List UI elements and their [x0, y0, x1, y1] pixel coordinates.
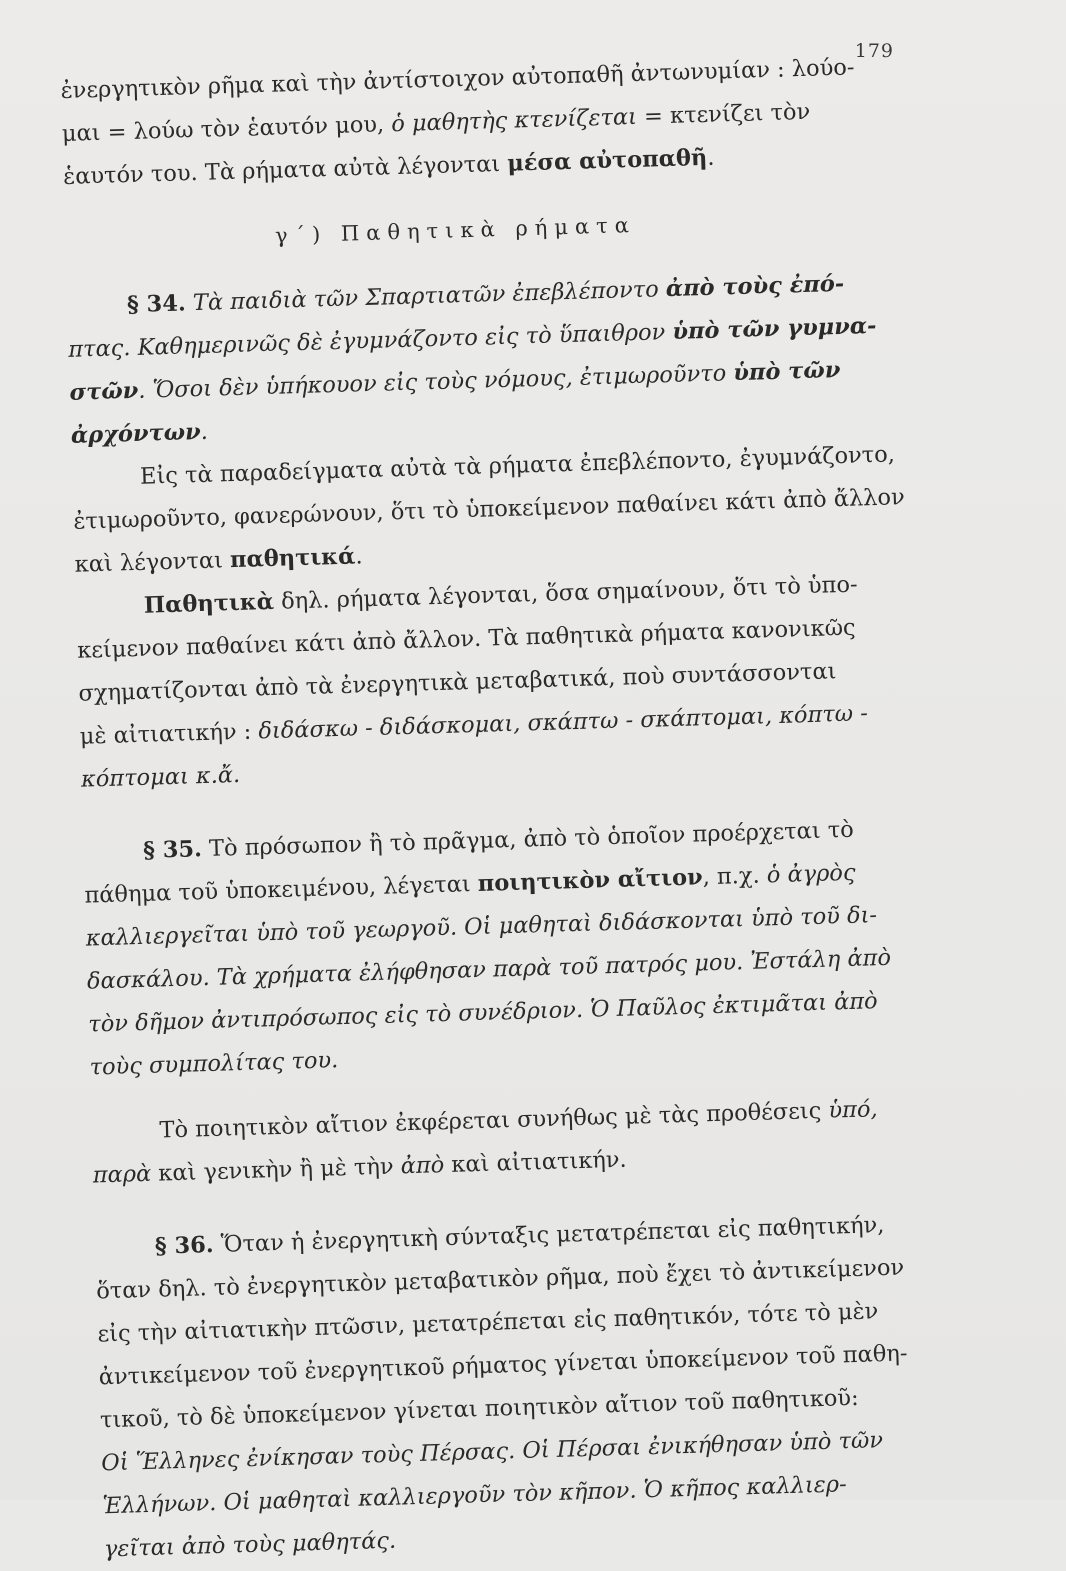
example-italic: γεῖται ἀπὸ τοὺς μαθητάς. [103, 1527, 397, 1563]
term-bold: μέσα αὐτοπαθῆ [506, 144, 708, 177]
example-italic: τὸν δῆμον ἀντιπρόσωπος εἰς τὸ συνέδριον. Ὁ Παῦλος ἐκτιμᾶται ἀπὸ [87, 988, 879, 1038]
example-italic: δασκάλου. Τὰ χρήματα ἐλήφθησαν παρὰ τοῦ πατρός μου. Ἐστάλη ἀπὸ [86, 944, 892, 995]
text: καὶ γενικὴν ἢ μὲ τὴν [150, 1153, 402, 1187]
example-italic: διδάσκω - διδάσκομαι, σκάπτω - σκάπτομαι, κόπτω - [258, 700, 869, 745]
section-number: § 36. [154, 1231, 215, 1260]
text: . [354, 543, 363, 570]
term-bold: παθητικά [229, 543, 356, 574]
text: ἐνεργητικὸν ρῆμα καὶ τὴν ἀντίστοιχον αὐτοπαθῆ ἀντωνυμίαν : λούο- [60, 54, 855, 104]
text: δηλ. ρήματα λέγονται, ὅσα σημαίνουν, ὅτι τὸ ὑπο- [273, 571, 858, 615]
example-italic: ὁ ἀγρὸς [766, 859, 856, 889]
section-number: § 34. [126, 290, 187, 319]
text: πάθημα τοῦ ὑποκειμένου, λέγεται [84, 870, 479, 909]
section-heading: γ΄) Παθητικὰ ρήματα [274, 212, 637, 248]
text: ἐτιμωροῦντο, φανερώνουν, ὅτι τὸ ὑποκείμενον παθαίνει κάτι ἀπὸ ἄλλον [73, 484, 906, 535]
text: . [706, 144, 715, 171]
text: . [200, 418, 209, 445]
example-italic: κόπτομαι κ.ἄ. [80, 761, 241, 793]
text: μαι = λούω τὸν ἑαυτόν μου, [61, 111, 392, 147]
example-italic: . Ὅσοι δὲν ὑπήκουον εἰς τοὺς νόμους, ἐτιμωροῦντο [137, 360, 734, 404]
example-italic: πτας. Καθημερινῶς δὲ ἐγυμνάζοντο εἰς τὸ ὕπαιθρον [67, 318, 673, 363]
term-bold: ποιητικὸν αἴτιον [477, 864, 704, 897]
text: Εἰς τὰ παραδείγματα αὐτὰ τὰ ρήματα ἐπεβλέποντο, ἐγυμνάζοντο, [139, 441, 896, 490]
example-italic: καλλιεργεῖται ὑπὸ τοῦ γεωργοῦ. Οἱ μαθηταὶ διδάσκονται ὑπὸ τοῦ δι- [85, 902, 878, 952]
agent-bold: ἀρχόντων [70, 418, 202, 449]
text: καὶ αἰτιατικήν. [443, 1146, 628, 1179]
section-number: § 35. [142, 836, 203, 864]
text: σχηματίζονται ἀπὸ τὰ ἐνεργητικὰ μεταβατικά, ποὺ συντάσσονται [78, 658, 837, 707]
example-italic: Ἑλλήνων. Οἱ μαθηταὶ καλλιεργοῦν τὸν κῆπον. Ὁ κῆπος καλλιερ- [102, 1471, 847, 1520]
text: = κτενίζει τὸν [636, 98, 811, 130]
text: Τὸ ποιητικὸν αἴτιον ἐκφέρεται συνήθως μὲ τὰς προθέσεις [159, 1097, 829, 1144]
agent-bold: ἀπὸ τοὺς ἐπό- [665, 270, 845, 303]
text: Ὅταν ἡ ἐνεργητικὴ σύνταξις μετατρέπεται εἰς παθητικήν, [213, 1212, 885, 1258]
text: κείμενον παθαίνει κάτι ἀπὸ ἄλλον. Τὰ παθητικὰ ρήματα κανονικῶς [76, 614, 856, 664]
text: τικοῦ, τὸ δὲ ὑποκείμενον γίνεται ποιητικὸν αἴτιον τοῦ παθητικοῦ: [99, 1384, 859, 1434]
example-italic: ὑπό, [828, 1096, 878, 1124]
example-italic: παρὰ [92, 1160, 152, 1189]
text-block [60, 45, 954, 1571]
text: Τὸ πρόσωπον ἢ τὸ πρᾶγμα, ἀπὸ τὸ ὁποῖον προέρχεται τὸ [201, 816, 855, 863]
text: ἑαυτόν του. Τὰ ρήματα αὐτὰ λέγονται [62, 150, 508, 190]
agent-bold: ὑπὸ τῶν [732, 356, 841, 387]
example-italic: Οἱ Ἕλληνες ἐνίκησαν τοὺς Πέρσας. Οἱ Πέρσαι ἐνικήθησαν ὑπὸ τῶν [100, 1427, 884, 1477]
page-number: 179 [854, 40, 894, 62]
term-bold: Παθητικὰ [143, 588, 275, 619]
text: , π.χ. [702, 862, 768, 891]
text: ἀντικείμενον τοῦ ἐνεργητικοῦ ρήματος γίνεται ὑποκείμενον τοῦ παθη- [98, 1340, 908, 1391]
example-italic: ἀπὸ [400, 1152, 445, 1180]
agent-bold: ὑπὸ τῶν γυμνα- [672, 312, 877, 345]
example-italic: Τὰ παιδιὰ τῶν Σπαρτιατῶν ἐπεβλέποντο [185, 276, 667, 317]
text: ὅταν δηλ. τὸ ἐνεργητικὸν μεταβατικὸν ρῆμα, ποὺ ἔχει τὸ ἀντικείμενον [95, 1254, 905, 1305]
example-italic: ὁ μαθητὴς κτενίζεται [390, 103, 638, 138]
text: καὶ λέγονται [74, 547, 231, 578]
text: εἰς τὴν αἰτιατικὴν πτῶσιν, μετατρέπεται εἰς παθητικόν, τότε τὸ μὲν [97, 1298, 879, 1348]
text: μὲ αἰτιατικήν : [79, 718, 259, 750]
example-italic: τοὺς συμπολίτας του. [89, 1047, 339, 1081]
agent-bold: στῶν [69, 377, 139, 406]
